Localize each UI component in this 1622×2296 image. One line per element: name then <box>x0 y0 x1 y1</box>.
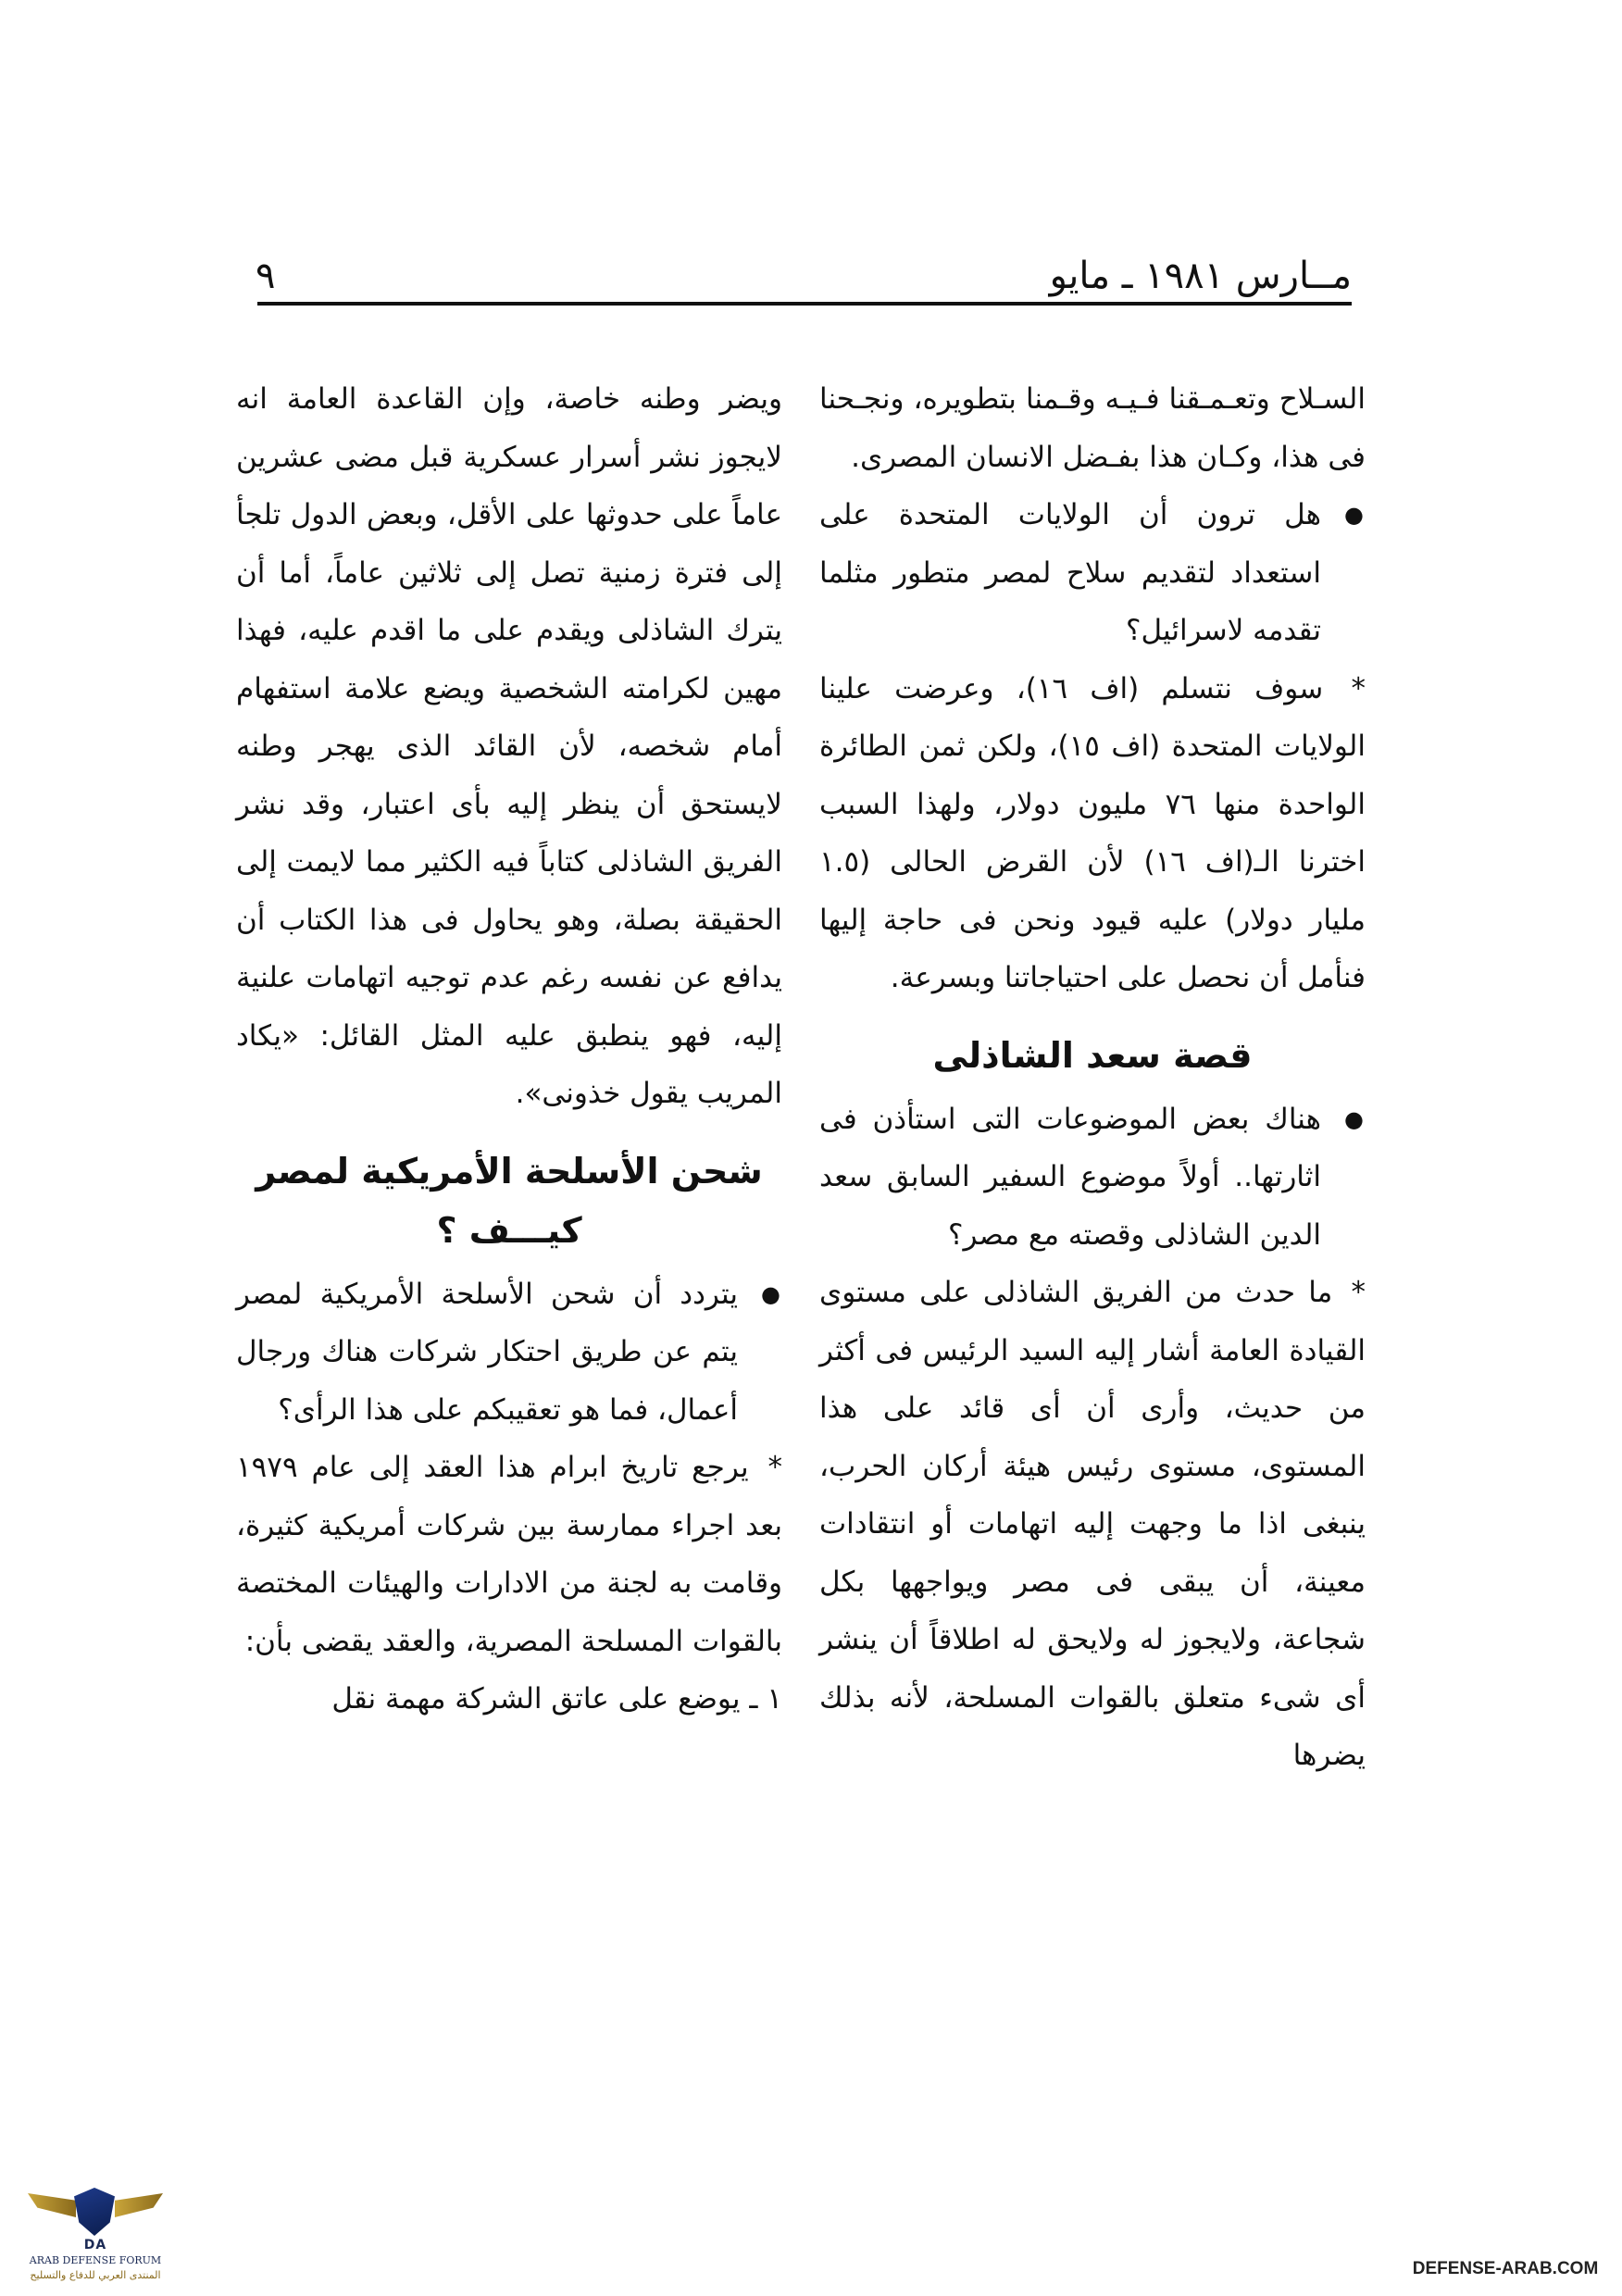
question-paragraph <box>819 486 1366 660</box>
right-column <box>819 370 1366 1785</box>
header-rule <box>257 302 1352 306</box>
paragraph: السـلاح وتعـمـقنا فـيـه وقـمنا بتطويره، ونجـحنا فى هذا، وكـان هذا بفـضل الانسان المصرى. <box>819 382 1366 474</box>
bullet-icon: ● <box>1344 1105 1364 1132</box>
section-heading-continued: كيـــف ؟ <box>436 1209 582 1251</box>
bullet-icon: ● <box>761 1280 780 1307</box>
wing-icon <box>115 2193 163 2217</box>
logo-forum-name: ARAB DEFENSE FORUM <box>29 2254 162 2266</box>
list-item: ١ ـ يوضع على عاتق الشركة مهمة نقل <box>331 1682 782 1716</box>
wing-icon <box>28 2193 76 2217</box>
answer-text: ما حدث من الفريق الشاذلى على مستوى القيادة العامة أشار إليه السيد الرئيس فى أكثر من حديث، وأرى أن أى قائد على هذا المستوى، مستوى رئيس هيئة أركان الحرب، ينبغى اذا ما وجهت إليه اتهامات أو انتقادات معينة، أن يبقى فى مصر ويواجهها بكل شجاعة، ولايجوز له ولايحق له اطلاقاً أن ينشر أى شىء متعلق بالقوات المسلحة، لأنه بذلك يضرها <box>819 1276 1366 1772</box>
issue-date-title: مــارس ١٩٨١ ـ مايو <box>1049 255 1352 297</box>
left-column <box>236 370 782 1728</box>
page-number: ٩ <box>256 255 276 297</box>
answer-text: يرجع تاريخ ابرام هذا العقد إلى عام ١٩٧٩ بعد اجراء ممارسة بين شركات أمريكية كثيرة، وقامت به لجنة من الادارات والهيئات المختصة بالقوات المسلحة المصرية، والعقد يقضى بأن: <box>236 1451 782 1658</box>
answer-paragraph <box>819 1264 1366 1785</box>
answer-paragraph <box>819 660 1366 1007</box>
section-heading: شحن الأسلحة الأمريكية لمصر <box>256 1150 763 1192</box>
answer-text: سوف نتسلم (اف ١٦)، وعرضت علينا الولايات المتحدة (اف ١٥)، ولكن ثمن الطائرة الواحدة منها ٧٦ مليون دولار، ولهذا السبب اخترنا الـ(اف ١٦) لأن القرض الحالى (١.٥ مليار دولار) عليه قيود ونحن فى حاجة إليها فنأمل أن نحصل على احتياجاتنا وبسرعة. <box>819 671 1366 994</box>
watermark-site: DEFENSE-ARAB.COM <box>1412 2259 1599 2278</box>
star-icon: * <box>1351 1276 1366 1309</box>
forum-logo <box>26 2180 165 2290</box>
answer-paragraph <box>236 1439 782 1670</box>
shield-icon <box>74 2188 115 2236</box>
question-text: هل ترون أن الولايات المتحدة على استعداد لتقديم سلاح لمصر متطور مثلما تقدمه لاسرائيل؟ <box>819 498 1321 647</box>
star-icon: * <box>1351 671 1366 705</box>
question-paragraph <box>819 1091 1366 1265</box>
paragraph: ويضر وطنه خاصة، وإن القاعدة العامة انه لايجوز نشر أسرار عسكرية قبل مضى عشرين عاماً على حدوثها على الأقل، وبعض الدول تلجأ إلى فترة زمنية تصل إلى ثلاثين عاماً، أما أن يترك الشاذلى ويقدم على ما اقدم عليه، فهذا مهين لكرامته الشخصية ويضع علامة استفهام أمام شخصه، لأن القائد الذى يهجر وطنه لايستحق أن ينظر إليه بأى اعتبار، وقد نشر الفريق الشاذلى كتاباً فيه الكثير مما لايمت إلى الحقيقة بصلة، وهو يحاول فى هذا الكتاب أن يدافع عن نفسه رغم عدم توجيه اتهامات علنية إليه، فهو ينطبق عليه المثل القائل: «يكاد المريب يقول خذونى». <box>236 382 782 1110</box>
star-icon: * <box>767 1451 783 1484</box>
bullet-icon: ● <box>1344 502 1364 528</box>
question-text: يتردد أن شحن الأسلحة الأمريكية لمصر يتم عن طريق احتكار شركات هناك ورجال أعمال، فما هو تعقيبكم على هذا الرأى؟ <box>236 1277 738 1427</box>
section-heading: قصة سعد الشاذلى <box>932 1034 1253 1076</box>
question-text: هناك بعض الموضوعات التى استأذن فى اثارتها.. أولاً موضوع السفير السابق سعد الدين الشاذلى وقصته مع مصر؟ <box>819 1102 1321 1252</box>
question-paragraph <box>236 1266 782 1440</box>
logo-forum-name-arabic: المنتدى العربي للدفاع والتسليح <box>30 2269 161 2281</box>
logo-monogram: DA <box>83 2238 107 2252</box>
